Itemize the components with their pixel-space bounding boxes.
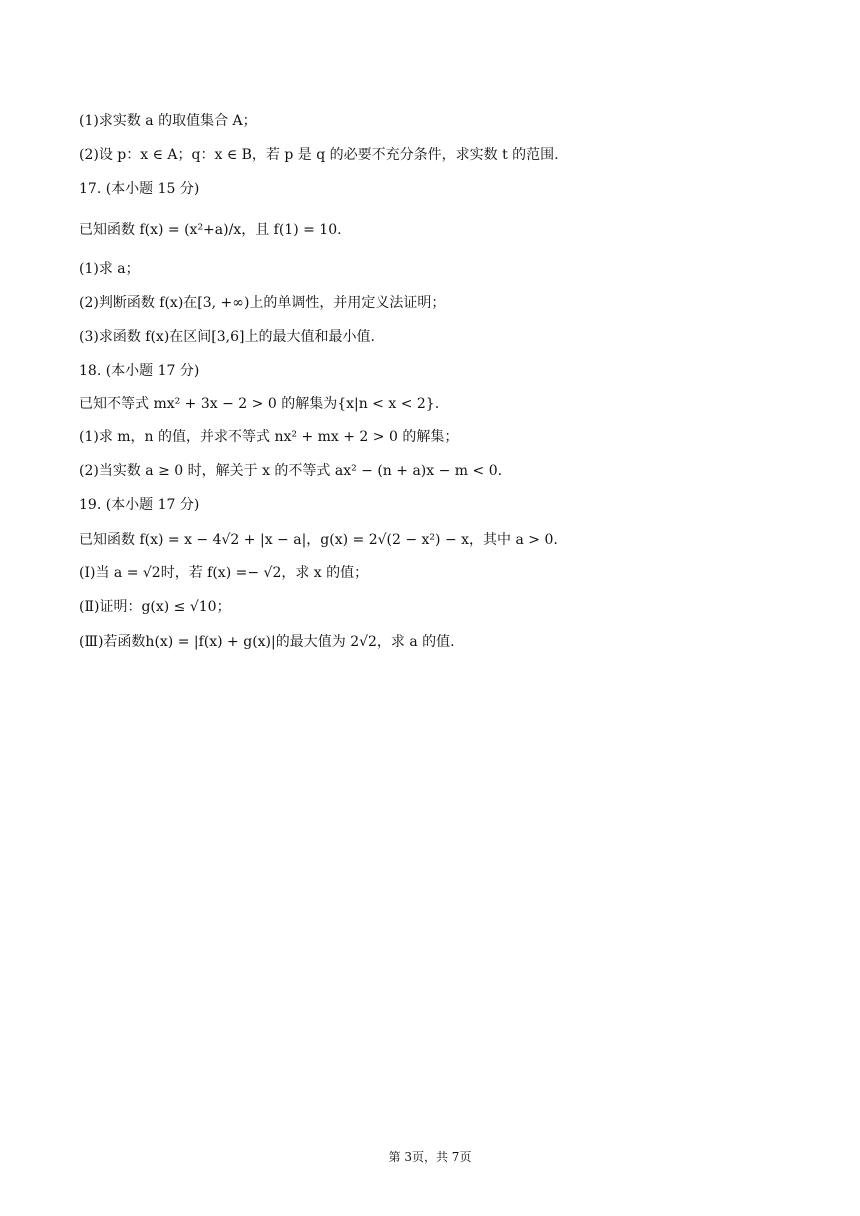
question-17-stem: 已知函数 f(x) = (x²+a)/x，且 f(1) = 10. xyxy=(79,222,342,238)
question-19-part-1: (Ⅰ)当 a = √2时，若 f(x) =− √2，求 x 的值； xyxy=(79,565,369,581)
question-19-part-3: (Ⅲ)若函数h(x) = |f(x) + g(x)|的最大值为 2√2，求 a 的值. xyxy=(79,634,455,650)
question-19-stem: 已知函数 f(x) = x − 4√2 + |x − a|，g(x) = 2√(2 − x²) − x，其中 a > 0. xyxy=(79,532,558,548)
question-19-part-2: (Ⅱ)证明：g(x) ≤ √10； xyxy=(79,599,231,615)
question-17-part-1: (1)求 a； xyxy=(79,261,140,277)
question-18-stem: 已知不等式 mx² + 3x − 2 > 0 的解集为{x|n < x < 2}. xyxy=(79,396,440,412)
page-number-footer: 第 3页，共 7页 xyxy=(388,1150,472,1164)
question-16-part-2: (2)设 p：x ∈ A；q：x ∈ B，若 p 是 q 的必要不充分条件，求实数 t 的范围. xyxy=(79,147,559,163)
question-17-header: 17. (本小题 15 分) xyxy=(79,181,200,197)
question-17-part-2: (2)判断函数 f(x)在[3, +∞)上的单调性，并用定义法证明； xyxy=(79,295,446,311)
question-16-part-1: (1)求实数 a 的取值集合 A； xyxy=(79,113,257,129)
question-18-header: 18. (本小题 17 分) xyxy=(79,363,200,379)
question-18-part-1: (1)求 m，n 的值，并求不等式 nx² + mx + 2 > 0 的解集； xyxy=(79,429,459,445)
question-19-header: 19. (本小题 17 分) xyxy=(79,497,200,513)
question-17-part-3: (3)求函数 f(x)在区间[3,6]上的最大值和最小值. xyxy=(79,329,375,345)
question-18-part-2: (2)当实数 a ≥ 0 时，解关于 x 的不等式 ax² − (n + a)x − m < 0. xyxy=(79,463,503,479)
